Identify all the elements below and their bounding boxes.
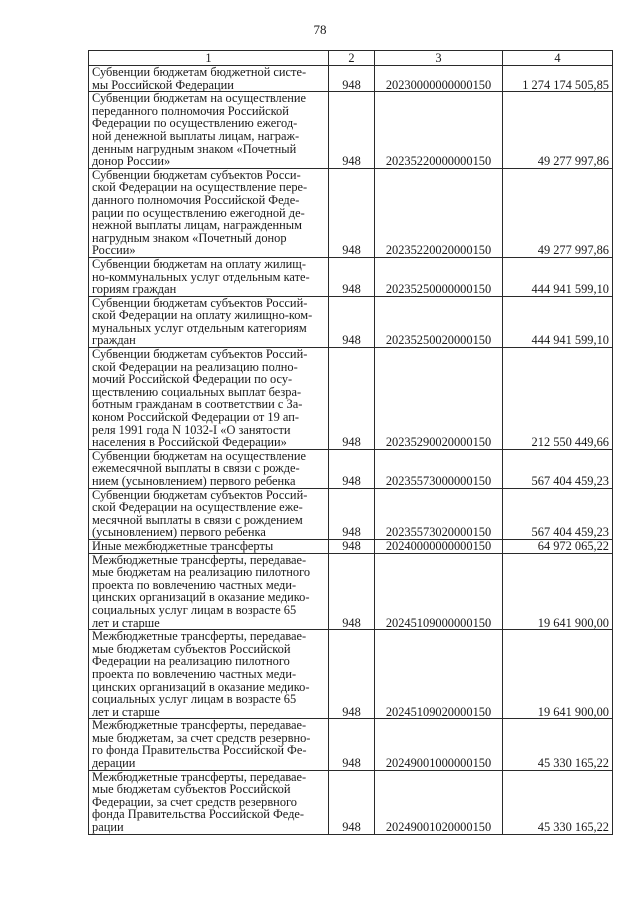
row-name-line: мы Российской Федерации: [92, 77, 234, 92]
row-name-line: месячной выплаты в связи с рождением: [92, 512, 303, 527]
header-cell-3: 3: [375, 51, 503, 66]
row-name-line: нагрудным знаком «Почетный донор: [92, 230, 287, 245]
table-row: [89, 92, 613, 169]
row-name-line: но-коммунальных услуг отдельным кате-: [92, 269, 310, 284]
row-amount: 444 941 599,10: [503, 257, 613, 296]
row-budget-code: 20249001020000150: [375, 770, 503, 834]
page-number: 78: [313, 22, 327, 37]
row-name-line: граждан: [92, 333, 136, 348]
row-budget-code: 20235250020000150: [375, 296, 503, 347]
row-name-line: Субвенции бюджетам субъектов Россий-: [92, 295, 308, 310]
header-cell-4: 4: [503, 51, 613, 66]
row-name-line: Межбюджетные трансферты, передавае-: [92, 552, 307, 567]
row-name-line: ежемесячной выплаты в связи с рожде-: [92, 461, 300, 476]
row-name-line: реля 1991 года N 1032-I «О занятости: [92, 422, 291, 437]
row-name: [89, 553, 329, 630]
row-amount: 444 941 599,10: [503, 296, 613, 347]
table-row: [89, 770, 613, 834]
row-name-line: гориям граждан: [92, 282, 177, 297]
row-name-line: Субвенции бюджетам субъектов Росси-: [92, 167, 301, 182]
row-budget-code: 20235573000000150: [375, 449, 503, 488]
header-cell-1: 1: [89, 51, 329, 66]
row-budget-code: 20230000000000150: [375, 66, 503, 92]
row-name-line: Федерации по осуществлению ежегод-: [92, 116, 298, 131]
row-name-line: цинских организаций в оказание медико-: [92, 679, 310, 694]
row-name-line: социальных услуг лицам в возрасте 65: [92, 602, 297, 617]
row-admin-code: 948: [329, 488, 375, 539]
row-name-line: лет и старше: [92, 615, 160, 630]
row-amount: 567 404 459,23: [503, 449, 613, 488]
row-budget-code: 20245109000000150: [375, 553, 503, 630]
row-name-line: фонда Правительства Российской Феде-: [92, 807, 305, 822]
row-name-line: Субвенции бюджетам субъектов Россий-: [92, 347, 308, 362]
row-name-line: мунальных услуг отдельным категориям: [92, 320, 307, 335]
table-body: [89, 66, 613, 835]
row-admin-code: 948: [329, 770, 375, 834]
row-amount: 49 277 997,86: [503, 92, 613, 169]
row-name-line: переданного полномочия Российской: [92, 103, 289, 118]
row-name-line: ской Федерации на оплату жилищно-ком-: [92, 308, 313, 323]
row-name-line: Межбюджетные трансферты, передавае-: [92, 629, 307, 644]
row-name: [89, 66, 329, 92]
row-admin-code: 948: [329, 257, 375, 296]
row-amount: 45 330 165,22: [503, 770, 613, 834]
row-budget-code: 20235290020000150: [375, 348, 503, 450]
row-name-line: социальных услуг лицам в возрасте 65: [92, 692, 297, 707]
row-name-line: мые бюджетам субъектов Российской: [92, 782, 291, 797]
row-name-line: мые бюджетам субъектов Российской: [92, 641, 291, 656]
row-admin-code: 948: [329, 449, 375, 488]
row-name-line: Субвенции бюджетам на осуществление: [92, 91, 306, 106]
row-name-line: мые бюджетам, за счет средств резервно-: [92, 730, 311, 745]
row-name: [89, 92, 329, 169]
row-name-line: рации по осуществлению ежегодной де-: [92, 205, 305, 220]
row-name-line: нежной выплаты лицам, награжденным: [92, 218, 302, 233]
row-name: [89, 719, 329, 770]
row-name-line: ской Федерации на осуществление пере-: [92, 180, 308, 195]
row-name-line: Субвенции бюджетам бюджетной систе-: [92, 65, 307, 79]
table-row: [89, 348, 613, 450]
row-name-line: мочий Российской Федерации по осу-: [92, 372, 293, 387]
row-admin-code: 948: [329, 168, 375, 257]
row-name-line: Субвенции бюджетам на оплату жилищ-: [92, 256, 306, 271]
row-budget-code: 20235573020000150: [375, 488, 503, 539]
row-name-line: цинских организаций в оказание медико-: [92, 590, 310, 605]
table-row: [89, 488, 613, 539]
row-name-line: рации: [92, 820, 124, 835]
row-budget-code: 20235220000000150: [375, 92, 503, 169]
row-admin-code: 948: [329, 719, 375, 770]
row-name-line: Межбюджетные трансферты, передавае-: [92, 718, 307, 733]
row-name: [89, 770, 329, 834]
row-name: [89, 488, 329, 539]
row-admin-code: 948: [329, 539, 375, 553]
row-name-line: Межбюджетные трансферты, передавае-: [92, 769, 307, 784]
row-budget-code: 20235220020000150: [375, 168, 503, 257]
row-name-line: мые бюджетам на реализацию пилотного: [92, 565, 311, 580]
row-name-line: лет и старше: [92, 704, 160, 719]
row-amount: 49 277 997,86: [503, 168, 613, 257]
row-amount: 64 972 065,22: [503, 539, 613, 553]
row-name: [89, 257, 329, 296]
row-name-line: ществлению социальных выплат безра-: [92, 384, 302, 399]
row-name-line: (усыновлением) первого ребенка: [92, 525, 266, 540]
row-admin-code: 948: [329, 66, 375, 92]
row-name: [89, 168, 329, 257]
table-row: [89, 168, 613, 257]
row-admin-code: 948: [329, 348, 375, 450]
row-amount: 567 404 459,23: [503, 488, 613, 539]
row-amount: 19 641 900,00: [503, 630, 613, 719]
row-name-line: проекта по вовлечению частных меди-: [92, 577, 297, 592]
row-name-line: ботным гражданам в соответствии с За-: [92, 397, 303, 412]
row-name-line: населения в Российской Федерации»: [92, 435, 287, 450]
row-name-line: го фонда Правительства Российской Фе-: [92, 743, 307, 758]
row-amount: 19 641 900,00: [503, 553, 613, 630]
table-row: [89, 449, 613, 488]
row-name-line: Иные межбюджетные трансферты: [92, 538, 274, 553]
row-name: [89, 630, 329, 719]
row-amount: 1 274 174 505,85: [503, 66, 613, 92]
table-row: [89, 719, 613, 770]
row-amount: 212 550 449,66: [503, 348, 613, 450]
row-name-line: проекта по вовлечению частных меди-: [92, 666, 297, 681]
row-admin-code: 948: [329, 553, 375, 630]
row-admin-code: 948: [329, 630, 375, 719]
row-name-line: Федерации, за счет средств резервного: [92, 794, 297, 809]
row-name-line: России»: [92, 243, 136, 258]
row-name-line: дерации: [92, 756, 136, 771]
table-row: [89, 539, 613, 553]
header-row: [89, 51, 613, 66]
row-budget-code: 20245109020000150: [375, 630, 503, 719]
row-name-line: Субвенции бюджетам субъектов Россий-: [92, 487, 308, 502]
row-name-line: Федерации на реализацию пилотного: [92, 654, 290, 669]
row-name-line: ской Федерации на реализацию полно-: [92, 359, 298, 374]
row-name: [89, 348, 329, 450]
row-name-line: донор России»: [92, 154, 171, 169]
row-budget-code: 20240000000000150: [375, 539, 503, 553]
table-row: [89, 257, 613, 296]
row-name: [89, 449, 329, 488]
table-row: [89, 296, 613, 347]
row-name-line: денным нагрудным знаком «Почетный: [92, 141, 297, 156]
row-budget-code: 20249001000000150: [375, 719, 503, 770]
table-row: [89, 66, 613, 92]
row-name: [89, 296, 329, 347]
row-admin-code: 948: [329, 296, 375, 347]
row-name-line: ской Федерации на осуществление еже-: [92, 500, 303, 515]
table-row: [89, 553, 613, 630]
header-cell-2: 2: [329, 51, 375, 66]
row-name-line: Субвенции бюджетам на осуществление: [92, 448, 306, 463]
row-name: [89, 539, 329, 553]
budget-table: [88, 50, 613, 835]
row-name-line: ной денежной выплаты лицам, награж-: [92, 128, 300, 143]
row-budget-code: 20235250000000150: [375, 257, 503, 296]
row-name-line: нием (усыновлением) первого ребенка: [92, 474, 296, 488]
row-name-line: данного полномочия Российской Феде-: [92, 192, 300, 207]
row-name-line: коном Российской Федерации от 19 ап-: [92, 410, 300, 425]
row-admin-code: 948: [329, 92, 375, 169]
row-amount: 45 330 165,22: [503, 719, 613, 770]
table-row: [89, 630, 613, 719]
